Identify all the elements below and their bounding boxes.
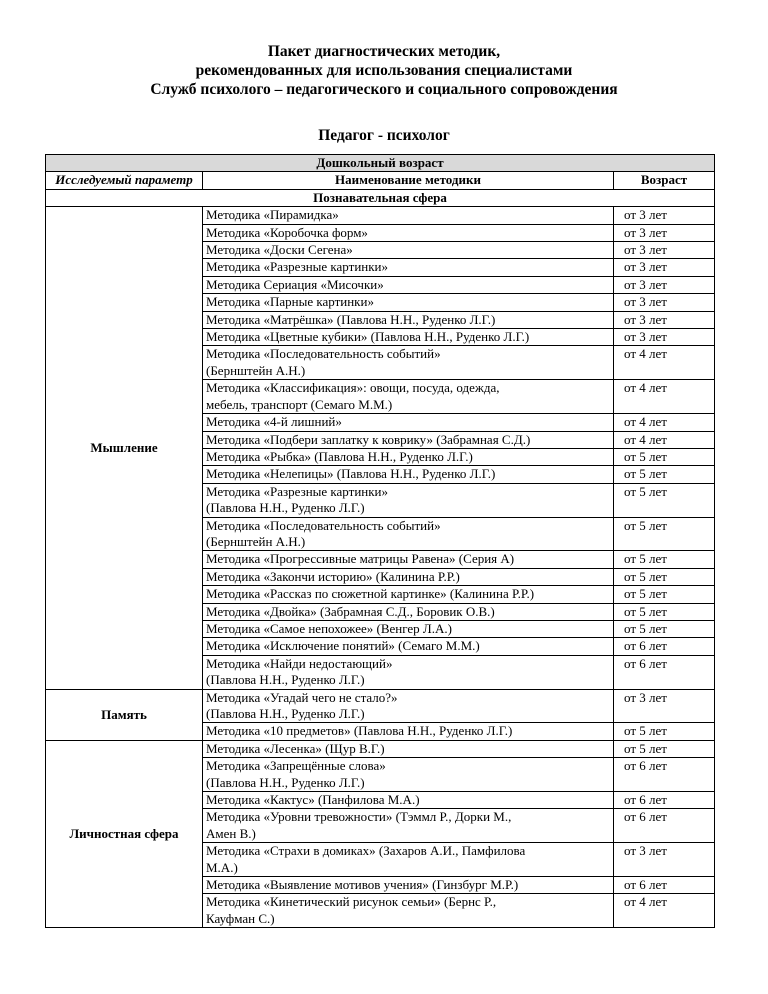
age-cell: от 3 лет (614, 843, 715, 877)
method-line: Методика «Последовательность событий» (206, 346, 441, 362)
age-cell: от 6 лет (614, 638, 715, 655)
method-line: Методика «Нелепицы» (Павлова Н.Н., Руденко Л.Г.) (206, 466, 496, 482)
method-line: Амен В.) (206, 825, 256, 841)
method-cell (203, 620, 614, 637)
method-line: Методика «Матрёшка» (Павлова Н.Н., Руденко Л.Г.) (206, 311, 496, 327)
param-cell: Личностная сфера (46, 740, 203, 927)
age-cell: от 4 лет (614, 380, 715, 414)
age-cell: от 6 лет (614, 792, 715, 809)
age-cell: от 3 лет (614, 276, 715, 293)
method-cell (203, 259, 614, 276)
age-cell: от 3 лет (614, 329, 715, 346)
age-cell: от 5 лет (614, 483, 715, 517)
method-line: Методика «Выявление мотивов учения» (Гинзбург М.Р.) (206, 877, 519, 893)
method-line: Методика «Двойка» (Забрамная С.Д., Боровик О.В.) (206, 603, 495, 619)
method-line: Методика «10 предметов» (Павлова Н.Н., Руденко Л.Г.) (206, 723, 513, 739)
method-cell (203, 586, 614, 603)
method-cell (203, 207, 614, 224)
method-line: Методика «Кинетический рисунок семьи» (Бернс Р., (206, 894, 497, 910)
header-param: Исследуемый параметр (46, 172, 203, 189)
method-line: Методика «Страхи в домиках» (Захаров А.И., Памфилова (206, 843, 526, 859)
age-cell: от 3 лет (614, 224, 715, 241)
method-cell (203, 380, 614, 414)
age-cell: от 5 лет (614, 517, 715, 551)
age-cell: от 3 лет (614, 294, 715, 311)
method-cell (203, 517, 614, 551)
method-line: Методика «Классификация»: овощи, посуда, одежда, (206, 380, 500, 396)
method-cell (203, 276, 614, 293)
method-line: Методика «Закончи историю» (Калинина Р.Р.) (206, 568, 460, 584)
header-row (46, 172, 715, 189)
method-cell (203, 792, 614, 809)
age-cell: от 5 лет (614, 603, 715, 620)
header-age: Возраст (614, 172, 715, 189)
method-cell (203, 740, 614, 757)
method-line: (Павлова Н.Н., Руденко Л.Г.) (206, 706, 365, 721)
param-cell: Память (46, 689, 203, 740)
method-line: Методика «Прогрессивные матрицы Равена» (Серия А) (206, 551, 515, 567)
method-cell (203, 894, 614, 928)
methods-table (45, 154, 715, 928)
method-line: Методика «Рассказ по сюжетной картинке» (Калинина Р.Р.) (206, 586, 535, 602)
method-cell (203, 689, 614, 723)
method-line: Методика Сериация «Мисочки» (206, 276, 384, 292)
method-cell (203, 638, 614, 655)
method-cell (203, 448, 614, 465)
method-line: Методика «Доски Сегена» (206, 242, 353, 258)
table-row (46, 207, 715, 224)
method-line: (Бернштейн А.Н.) (206, 533, 306, 549)
age-cell: от 4 лет (614, 894, 715, 928)
method-cell (203, 758, 614, 792)
method-cell (203, 346, 614, 380)
header-method: Наименование методики (203, 172, 614, 189)
age-cell: от 5 лет (614, 620, 715, 637)
document-subtitle: Педагог - психолог (318, 127, 450, 144)
section-title-row (46, 189, 715, 206)
age-cell: от 6 лет (614, 758, 715, 792)
method-line: (Павлова Н.Н., Руденко Л.Г.) (206, 500, 365, 516)
heading-line-2: рекомендованных для использования специалистами (195, 62, 573, 79)
method-line: Методика «Коробочка форм» (206, 224, 368, 240)
method-line: Методика «Пирамидка» (206, 207, 339, 223)
age-cell: от 3 лет (614, 689, 715, 723)
age-cell: от 5 лет (614, 586, 715, 603)
method-cell (203, 603, 614, 620)
method-line: мебель, транспорт (Семаго М.М.) (206, 396, 393, 412)
method-line: Кауфман С.) (206, 910, 275, 926)
age-cell: от 4 лет (614, 414, 715, 431)
heading-line-1: Пакет диагностических методик, (267, 43, 501, 60)
method-cell (203, 843, 614, 877)
method-cell (203, 655, 614, 689)
table-row (46, 689, 715, 723)
method-line: Методика «Исключение понятий» (Семаго М.М.) (206, 638, 480, 654)
method-cell (203, 431, 614, 448)
age-cell: от 6 лет (614, 877, 715, 894)
age-cell: от 3 лет (614, 242, 715, 259)
age-cell: от 5 лет (614, 740, 715, 757)
age-cell: от 5 лет (614, 723, 715, 740)
method-cell (203, 414, 614, 431)
method-cell (203, 483, 614, 517)
age-cell: от 4 лет (614, 346, 715, 380)
age-cell: от 5 лет (614, 466, 715, 483)
method-line: Методика «Самое непохожее» (Венгер Л.А.) (206, 620, 452, 636)
method-line: Методика «Подбери заплатку к коврику» (Забрамная С.Д.) (206, 431, 531, 447)
age-cell: от 6 лет (614, 809, 715, 843)
age-cell: от 5 лет (614, 448, 715, 465)
age-cell: от 5 лет (614, 568, 715, 585)
method-line: (Павлова Н.Н., Руденко Л.Г.) (206, 774, 365, 790)
group-title-row (46, 155, 715, 172)
method-line: Методика «Рыбка» (Павлова Н.Н., Руденко Л.Г.) (206, 448, 473, 464)
method-line: Методика «Разрезные картинки» (206, 483, 388, 499)
method-line: Методика «Найди недостающий» (206, 655, 393, 671)
method-cell (203, 466, 614, 483)
method-line: Методика «Парные картинки» (206, 294, 374, 310)
method-line: Методика «Разрезные картинки» (206, 259, 388, 275)
method-line: Методика «Цветные кубики» (Павлова Н.Н., Руденко Л.Г.) (206, 329, 530, 345)
method-cell (203, 294, 614, 311)
param-cell: Мышление (46, 207, 203, 689)
age-cell: от 3 лет (614, 311, 715, 328)
method-line: М.А.) (206, 859, 238, 875)
method-line: Методика «Последовательность событий» (206, 517, 441, 533)
method-line: Методика «Лесенка» (Щур В.Г.) (206, 740, 385, 756)
document-heading (0, 42, 768, 99)
method-cell (203, 877, 614, 894)
method-cell (203, 551, 614, 568)
age-cell: от 3 лет (614, 259, 715, 276)
method-line: Методика «4-й лишний» (206, 414, 342, 430)
method-cell (203, 809, 614, 843)
method-line: Методика «Запрещённые слова» (206, 758, 386, 774)
method-line: (Бернштейн А.Н.) (206, 362, 306, 378)
method-line: Методика «Уровни тревожности» (Тэммл Р., Дорки М., (206, 809, 512, 825)
method-line: Методика «Кактус» (Панфилова М.А.) (206, 792, 420, 808)
age-cell: от 4 лет (614, 431, 715, 448)
method-cell (203, 723, 614, 740)
method-line: Методика «Угадай чего не стало?» (206, 689, 398, 705)
heading-line-3: Служб психолого – педагогического и социального сопровождения (150, 81, 618, 98)
age-cell: от 5 лет (614, 551, 715, 568)
section-title: Познавательная сфера (46, 189, 715, 206)
method-cell (203, 568, 614, 585)
method-line: (Павлова Н.Н., Руденко Л.Г.) (206, 672, 365, 688)
age-cell: от 3 лет (614, 207, 715, 224)
group-title: Дошкольный возраст (46, 155, 715, 172)
method-cell (203, 311, 614, 328)
method-cell (203, 329, 614, 346)
method-cell (203, 242, 614, 259)
age-cell: от 6 лет (614, 655, 715, 689)
method-cell (203, 224, 614, 241)
table-row (46, 740, 715, 757)
